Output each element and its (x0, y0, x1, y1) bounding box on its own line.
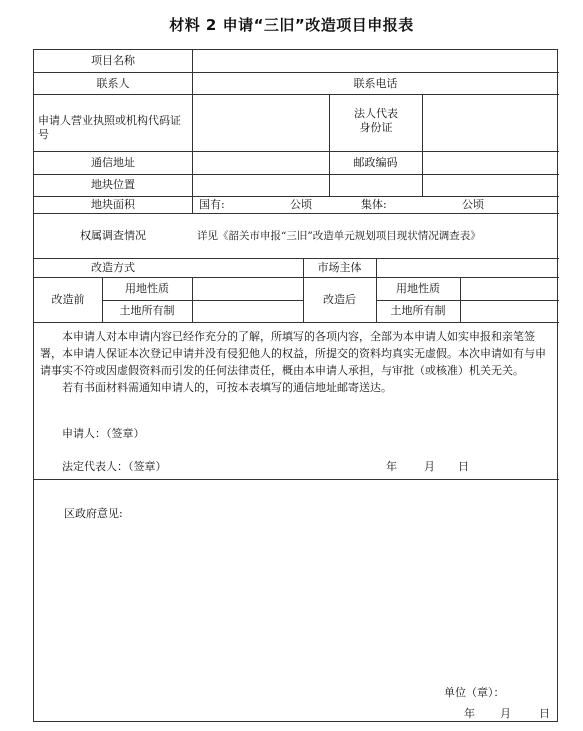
opinion-day-label: 日 (539, 707, 550, 720)
declaration-month-label: 月 (424, 460, 435, 473)
area-collective-label: 集体: (361, 198, 387, 211)
legal-rep-id-field[interactable] (424, 96, 557, 150)
unit-seal-label: 单位（章）： (444, 686, 505, 699)
phone-field[interactable] (424, 74, 557, 93)
form-title: 材料 2 申请“三旧”改造项目申报表 (169, 16, 414, 34)
notice-paragraph: 若有书面材料需通知申请人的，可按本表填写的通信地址邮寄送达。 (62, 381, 392, 394)
area-state-field[interactable] (232, 198, 286, 212)
address-field[interactable] (194, 153, 327, 173)
after-label: 改造后 (323, 293, 356, 306)
area-unit-1: 公顷 (290, 198, 312, 211)
district-opinion-area[interactable] (44, 525, 549, 675)
after-land-use-field[interactable] (462, 279, 557, 299)
opinion-month-label: 月 (500, 707, 511, 720)
area-state-label: 国有: (199, 198, 225, 211)
after-land-use-label: 用地性质 (396, 282, 440, 295)
location-field[interactable] (194, 176, 556, 195)
before-land-use-field[interactable] (194, 279, 301, 299)
market-field[interactable] (378, 260, 557, 276)
postcode-field[interactable] (424, 153, 557, 173)
project-name-field[interactable] (194, 52, 556, 71)
location-label: 地块位置 (91, 178, 135, 191)
applicant-signature-label: 申请人：（签章） (62, 427, 145, 440)
contact-field[interactable] (194, 74, 327, 93)
area-label: 地块面积 (91, 198, 135, 211)
ownership-label: 权属调查情况 (80, 229, 146, 242)
method-field[interactable] (194, 260, 301, 276)
legal-rep-signature-label: 法定代表人：（签章） (62, 460, 167, 473)
license-label: 申请人营业执照或机构代码证号 (38, 114, 181, 141)
license-field[interactable] (194, 96, 327, 150)
contact-label: 联系人 (96, 77, 130, 90)
before-land-own-label: 土地所有制 (119, 304, 175, 317)
address-label: 通信地址 (91, 156, 135, 169)
legal-rep-id-label: 法人代表身份证 (354, 107, 398, 134)
before-land-use-label: 用地性质 (125, 282, 169, 295)
district-opinion-label: 区政府意见: (64, 507, 123, 520)
declaration-block (34, 328, 559, 396)
phone-label: 联系电话 (353, 77, 398, 90)
declaration-paragraph: 本申请人对本申请内容已经作充分的了解，所填写的各项内容，全部为本申请人如实申报和亲笔签署，本申请人保证本次登记申请并没有侵犯他人的权益，所提交的资料均真实无虚假。本次申请如有与申请事实不符或因虚假资料而引发的任何法律责任，概由本申请人承担，与审批（或核准）机关无关。 (40, 330, 546, 377)
area-unit-2: 公顷 (462, 198, 484, 211)
postcode-label: 邮政编码 (353, 156, 398, 169)
declaration-day-label: 日 (458, 460, 469, 473)
area-collective-field[interactable] (394, 198, 456, 212)
before-land-own-field[interactable] (194, 302, 301, 321)
after-land-own-field[interactable] (462, 302, 557, 321)
market-label: 市场主体 (317, 261, 362, 274)
opinion-year-label: 年 (464, 707, 475, 720)
application-form-table (33, 49, 558, 722)
project-name-label: 项目名称 (91, 54, 135, 67)
before-label: 改造前 (51, 293, 85, 306)
ownership-text: 详见《韶关市申报“三旧”改造单元规划项目现状情况调查表》 (197, 230, 481, 242)
after-land-own-label: 土地所有制 (390, 304, 446, 317)
declaration-year-label: 年 (386, 460, 397, 473)
method-label: 改造方式 (91, 261, 135, 274)
